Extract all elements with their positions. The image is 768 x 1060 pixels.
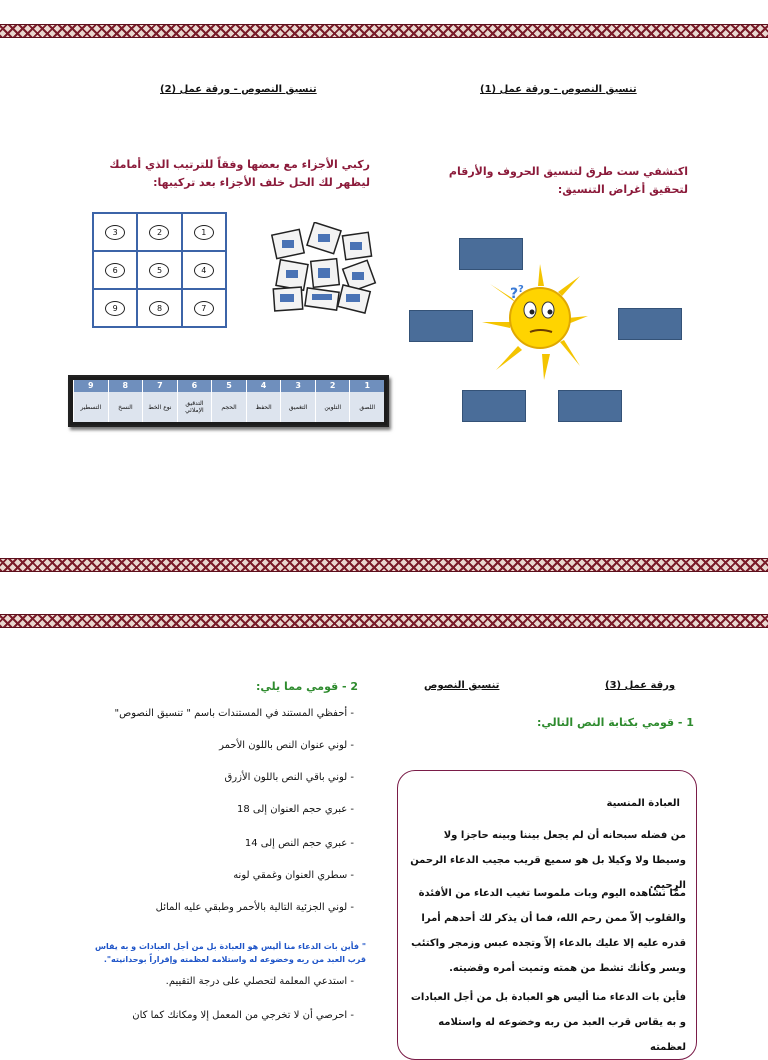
answer-table xyxy=(68,375,389,427)
grid-cell xyxy=(137,289,181,327)
list-item: - سطري العنوان وغمقي لونه xyxy=(233,870,354,881)
list-item: - احرصي أن لا تخرجي من المعمل إلا ومكانك كما كان xyxy=(132,1010,354,1021)
table-cell: التلوين xyxy=(315,392,350,422)
list-item-text: عبري حجم العنوان إلى 18 xyxy=(237,804,348,815)
worksheet-3-title: ورقة عمل (3) xyxy=(605,680,676,691)
grid-cell xyxy=(137,213,181,251)
list-item: - أحفظي المستند في المستندات باسم " تنسيق النصوص" xyxy=(114,708,354,719)
table-cell: التغميق xyxy=(280,392,315,422)
grid-number: 9 xyxy=(105,301,125,316)
worksheet-3-topic: تنسيق النصوص xyxy=(424,680,500,691)
svg-text:?: ? xyxy=(518,284,524,295)
list-item: - لوني عنوان النص باللون الأحمر xyxy=(219,740,354,751)
table-cell: التدقيق الإملائي xyxy=(177,392,212,422)
grid-cell xyxy=(182,213,226,251)
grid-number: 5 xyxy=(149,263,169,278)
list-item-text: احرصي أن لا تخرجي من المعمل إلا ومكانك كما كان xyxy=(132,1010,348,1021)
task-2-heading: 2 - قومي مما يلي: xyxy=(256,680,359,693)
list-item-text: لوني الجزئية التالية بالأحمر وطبقي عليه المائل xyxy=(155,902,348,913)
text-frame xyxy=(397,770,697,1060)
answer-box-5 xyxy=(558,390,622,422)
list-item: - عبري حجم العنوان إلى 18 xyxy=(237,804,354,815)
table-cell: التسطير xyxy=(73,392,108,422)
list-item-text: عبري حجم النص إلى 14 xyxy=(244,838,348,849)
middle-border-1 xyxy=(0,558,768,572)
table-header: 4 xyxy=(246,380,281,392)
middle-border-2 xyxy=(0,614,768,628)
worksheet-1-instructions: اكتشفي ست طرق لتنسيق الحروف والأرقام لتحقيق أغراض التنسيق: xyxy=(448,165,688,196)
table-header: 3 xyxy=(280,380,315,392)
table-cell: الحجم xyxy=(211,392,246,422)
quote-text: " فأين بات الدعاء منا أليس هو العبادة بل من أجل العبادات و به يقاس قرب العبد من ربه وخضوعه له واستلامه لعظمته وإقراراً بوحدانيته". xyxy=(94,942,366,964)
worksheet-2-instructions: ركبي الأجزاء مع بعضها وفقاً للترتيب الذي أمامك ليظهر لك الحل خلف الأجزاء بعد تركيبها: xyxy=(109,158,370,189)
answer-box-3 xyxy=(618,308,682,340)
list-item-text: سطري العنوان وغمقي لونه xyxy=(233,870,348,881)
list-item-text: لوني باقي النص باللون الأزرق xyxy=(224,772,348,783)
grid-cell xyxy=(93,213,137,251)
puzzle-grid xyxy=(92,212,227,328)
grid-cell xyxy=(93,289,137,327)
grid-number: 7 xyxy=(194,301,214,316)
list-item: - لوني الجزئية التالية بالأحمر وطبقي عليه المائل xyxy=(155,902,354,913)
paragraph-3: فأين بات الدعاء منا أليس هو العبادة بل من أجل العبادات و به يقاس قرب العبد من ربه وخضوعه له واستلامه لعظمته xyxy=(410,992,686,1053)
list-item: - لوني باقي النص باللون الأزرق xyxy=(224,772,354,783)
grid-cell xyxy=(93,251,137,289)
thinking-emoji-image xyxy=(480,262,590,382)
list-item: - استدعي المعلمة لتحصلي على درجة التقييم. xyxy=(165,976,354,987)
puzzle-pieces-image xyxy=(268,222,378,318)
answer-box-4 xyxy=(462,390,526,422)
grid-number: 1 xyxy=(194,225,214,240)
paragraph-1: من فضله سبحانه أن لم يجعل بيننا وبينه حاجزا ولا وسيطا ولا وكيلا بل هو سميع قريب مجيب الدعاء الرحمن الرحيم. xyxy=(410,830,686,891)
list-item: - عبري حجم النص إلى 14 xyxy=(244,838,354,849)
table-header: 2 xyxy=(315,380,350,392)
task-1-heading: 1 - قومي بكتابة النص التالي: xyxy=(537,716,694,729)
table-cell: الحفظ xyxy=(246,392,281,422)
worksheet-1-title: تنسيق النصوص - ورقة عمل (1) xyxy=(480,84,637,95)
svg-text:?: ? xyxy=(510,286,519,302)
table-header: 7 xyxy=(142,380,177,392)
grid-cell xyxy=(182,289,226,327)
paragraph-2: ممّا نشاهده اليوم وبات ملموسا تغيب الدعاء من الأفئدة والقلوب إلاّ ممن رحم الله، فما أن يذكر لك أحدهم أمرا قدره عليه إلا عليك بالدعاء إلاّ وتجده عبس وزمجر واكتئب وبسر وكأنك تشط من همته وتميت أمره وقضيته. xyxy=(411,888,686,974)
answer-box-2 xyxy=(409,310,473,342)
grid-number: 8 xyxy=(149,301,169,316)
table-header: 6 xyxy=(177,380,212,392)
worksheet-2-title: تنسيق النصوص - ورقة عمل (2) xyxy=(160,84,317,95)
grid-number: 6 xyxy=(105,263,125,278)
list-item-text: أحفظي المستند في المستندات باسم " تنسيق النصوص" xyxy=(114,708,348,719)
table-header: 9 xyxy=(73,380,108,392)
grid-cell xyxy=(182,251,226,289)
task-list-2 xyxy=(84,976,354,1022)
table-cell: النسخ xyxy=(108,392,143,422)
table-header: 8 xyxy=(108,380,143,392)
text-title: العبادة المنسية xyxy=(606,798,680,809)
grid-number: 3 xyxy=(105,225,125,240)
table-header: 1 xyxy=(349,380,384,392)
grid-number: 2 xyxy=(149,225,169,240)
table-header: 5 xyxy=(211,380,246,392)
top-border xyxy=(0,24,768,38)
table-cell: نوع الخط xyxy=(142,392,177,422)
list-item-text: لوني عنوان النص باللون الأحمر xyxy=(219,740,348,751)
table-cell: اللصق xyxy=(349,392,384,422)
task-list xyxy=(84,700,354,930)
grid-number: 4 xyxy=(194,263,214,278)
list-item-text: استدعي المعلمة لتحصلي على درجة التقييم. xyxy=(165,976,348,987)
grid-cell xyxy=(137,251,181,289)
